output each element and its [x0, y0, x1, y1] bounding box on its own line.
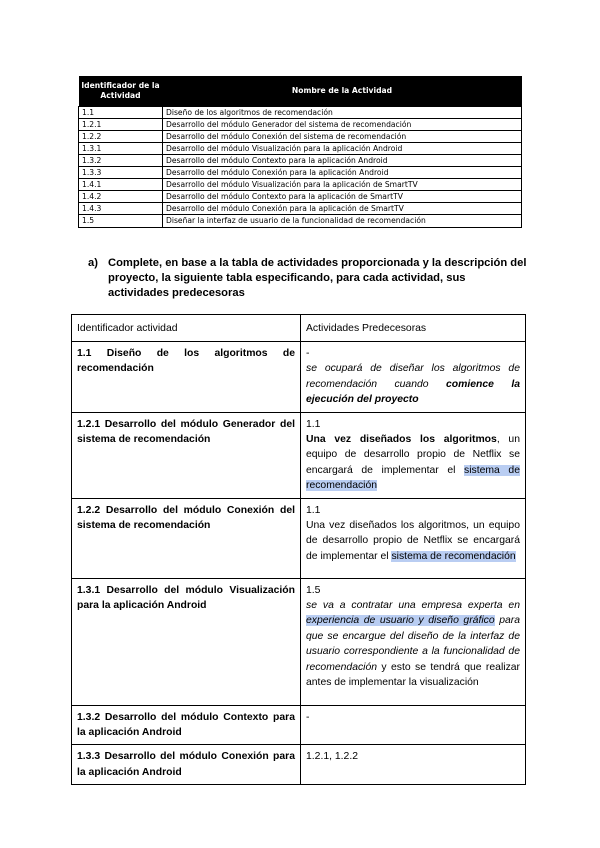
activity-id: 1.2.1 [79, 119, 163, 131]
predecessors-table [71, 314, 526, 785]
table-row [79, 119, 522, 131]
activity-id: 1.4.3 [79, 203, 163, 215]
predecessor-value: 1.2.1, 1.2.2 [306, 751, 358, 763]
activity-name: Diseñar la interfaz de usuario de la funcionalidad de recomendación [163, 215, 522, 228]
activity-name: Desarrollo del módulo Conexión para la aplicación Android [163, 167, 522, 179]
justification-italic: para que se encargue del diseño de la interfaz de usuario correspondiente a la funcionalidad de recomendación [306, 615, 520, 673]
predecessor-cell [301, 745, 526, 785]
table-row [72, 578, 526, 705]
table-row [72, 342, 526, 413]
activities-table-image [78, 76, 522, 234]
table-row [72, 412, 526, 498]
activity-id: 1.4.2 [79, 191, 163, 203]
activities-table [78, 76, 522, 228]
predecessor-cell [301, 578, 526, 705]
table-row [79, 179, 522, 191]
activity-id: 1.3.1 [79, 143, 163, 155]
activity-name: Desarrollo del módulo Visualización para la aplicación Android [163, 143, 522, 155]
justification-italic: se va a contratar una empresa experta en [306, 600, 520, 612]
activity-id: 1.2.2 [79, 131, 163, 143]
predecessor-cell [301, 412, 526, 498]
highlighted-text: experiencia de usuario y diseño gráfico [306, 615, 495, 627]
table-row [79, 155, 522, 167]
table-row [79, 143, 522, 155]
table-row [79, 191, 522, 203]
instruction-text: Complete, en base a la tabla de actividades proporcionada y la descripción del proyecto, la siguiente tabla especificando, para cada actividad, sus actividades predecesoras [108, 257, 527, 299]
justification-italic: se ocupará de diseñar los algoritmos de recomendación cuando [306, 363, 520, 390]
activity-id: 1.4.1 [79, 179, 163, 191]
predecessor-value: - [306, 348, 310, 359]
header-name: Nombre de la Actividad [163, 76, 522, 107]
highlighted-text: sistema de recomendación [306, 464, 520, 492]
table-row [72, 498, 526, 578]
header-id: Identificador de la Actividad [79, 76, 163, 107]
activity-cell: 1.2.2 Desarrollo del módulo Conexión del sistema de recomendación [72, 498, 301, 578]
activity-cell: 1.1 Diseño de los algoritmos de recomendación [72, 342, 301, 413]
activity-name: Desarrollo del módulo Conexión para la aplicación de SmartTV [163, 203, 522, 215]
activity-name: Diseño de los algoritmos de recomendación [163, 107, 522, 119]
activity-name: Desarrollo del módulo Contexto para la aplicación de SmartTV [163, 191, 522, 203]
activity-cell: 1.3.2 Desarrollo del módulo Contexto para la aplicación Android [72, 705, 301, 745]
predecessor-value: - [306, 711, 310, 723]
justification-bold: comience la ejecución del proyecto [306, 378, 520, 406]
activity-cell: 1.3.1 Desarrollo del módulo Visualización para la aplicación Android [72, 578, 301, 705]
predecessors-table-header [72, 315, 526, 342]
justification-bold: Una vez diseñados los algoritmos [306, 434, 497, 446]
header-predecessors: Actividades Predecesoras [301, 315, 526, 342]
activity-name: Desarrollo del módulo Conexión del sistema de recomendación [163, 131, 522, 143]
activity-cell: 1.2.1 Desarrollo del módulo Generador del sistema de recomendación [72, 412, 301, 498]
predecessor-cell [301, 342, 526, 413]
table-row [72, 705, 526, 745]
activity-id: 1.3.2 [79, 155, 163, 167]
table-row [79, 167, 522, 179]
justification-text: , un equipo de desarrollo propio de Netflix se encargará de implementar el [306, 434, 520, 476]
table-row [79, 131, 522, 143]
instruction [88, 256, 528, 301]
activity-name: Desarrollo del módulo Generador del sistema de recomendación [163, 119, 522, 131]
list-marker: a) [88, 257, 98, 269]
table-row [79, 107, 522, 119]
activity-id: 1.3.3 [79, 167, 163, 179]
predecessor-value: 1.5 [306, 584, 321, 596]
predecessor-value: 1.1 [306, 504, 321, 516]
justification-text: y esto se tendrá que realizar antes de implementar la visualización [306, 661, 520, 689]
predecessor-cell [301, 498, 526, 578]
header-activity-id: Identificador actividad [72, 315, 301, 342]
table-row [79, 215, 522, 228]
predecessor-cell [301, 705, 526, 745]
activities-table-header [79, 76, 522, 107]
table-row [72, 745, 526, 785]
activity-name: Desarrollo del módulo Visualización para la aplicación de SmartTV [163, 179, 522, 191]
activity-id: 1.1 [79, 107, 163, 119]
table-row [79, 203, 522, 215]
predecessor-value: 1.1 [306, 418, 321, 430]
activity-name: Desarrollo del módulo Contexto para la aplicación Android [163, 155, 522, 167]
activity-cell: 1.3.3 Desarrollo del módulo Conexión para la aplicación Android [72, 745, 301, 785]
highlighted-text: sistema de recomendación [391, 550, 516, 562]
justification-text: Una vez diseñados los algoritmos, un equipo de desarrollo propio de Netflix se encargará de implementar el [306, 520, 520, 562]
activity-id: 1.5 [79, 215, 163, 228]
